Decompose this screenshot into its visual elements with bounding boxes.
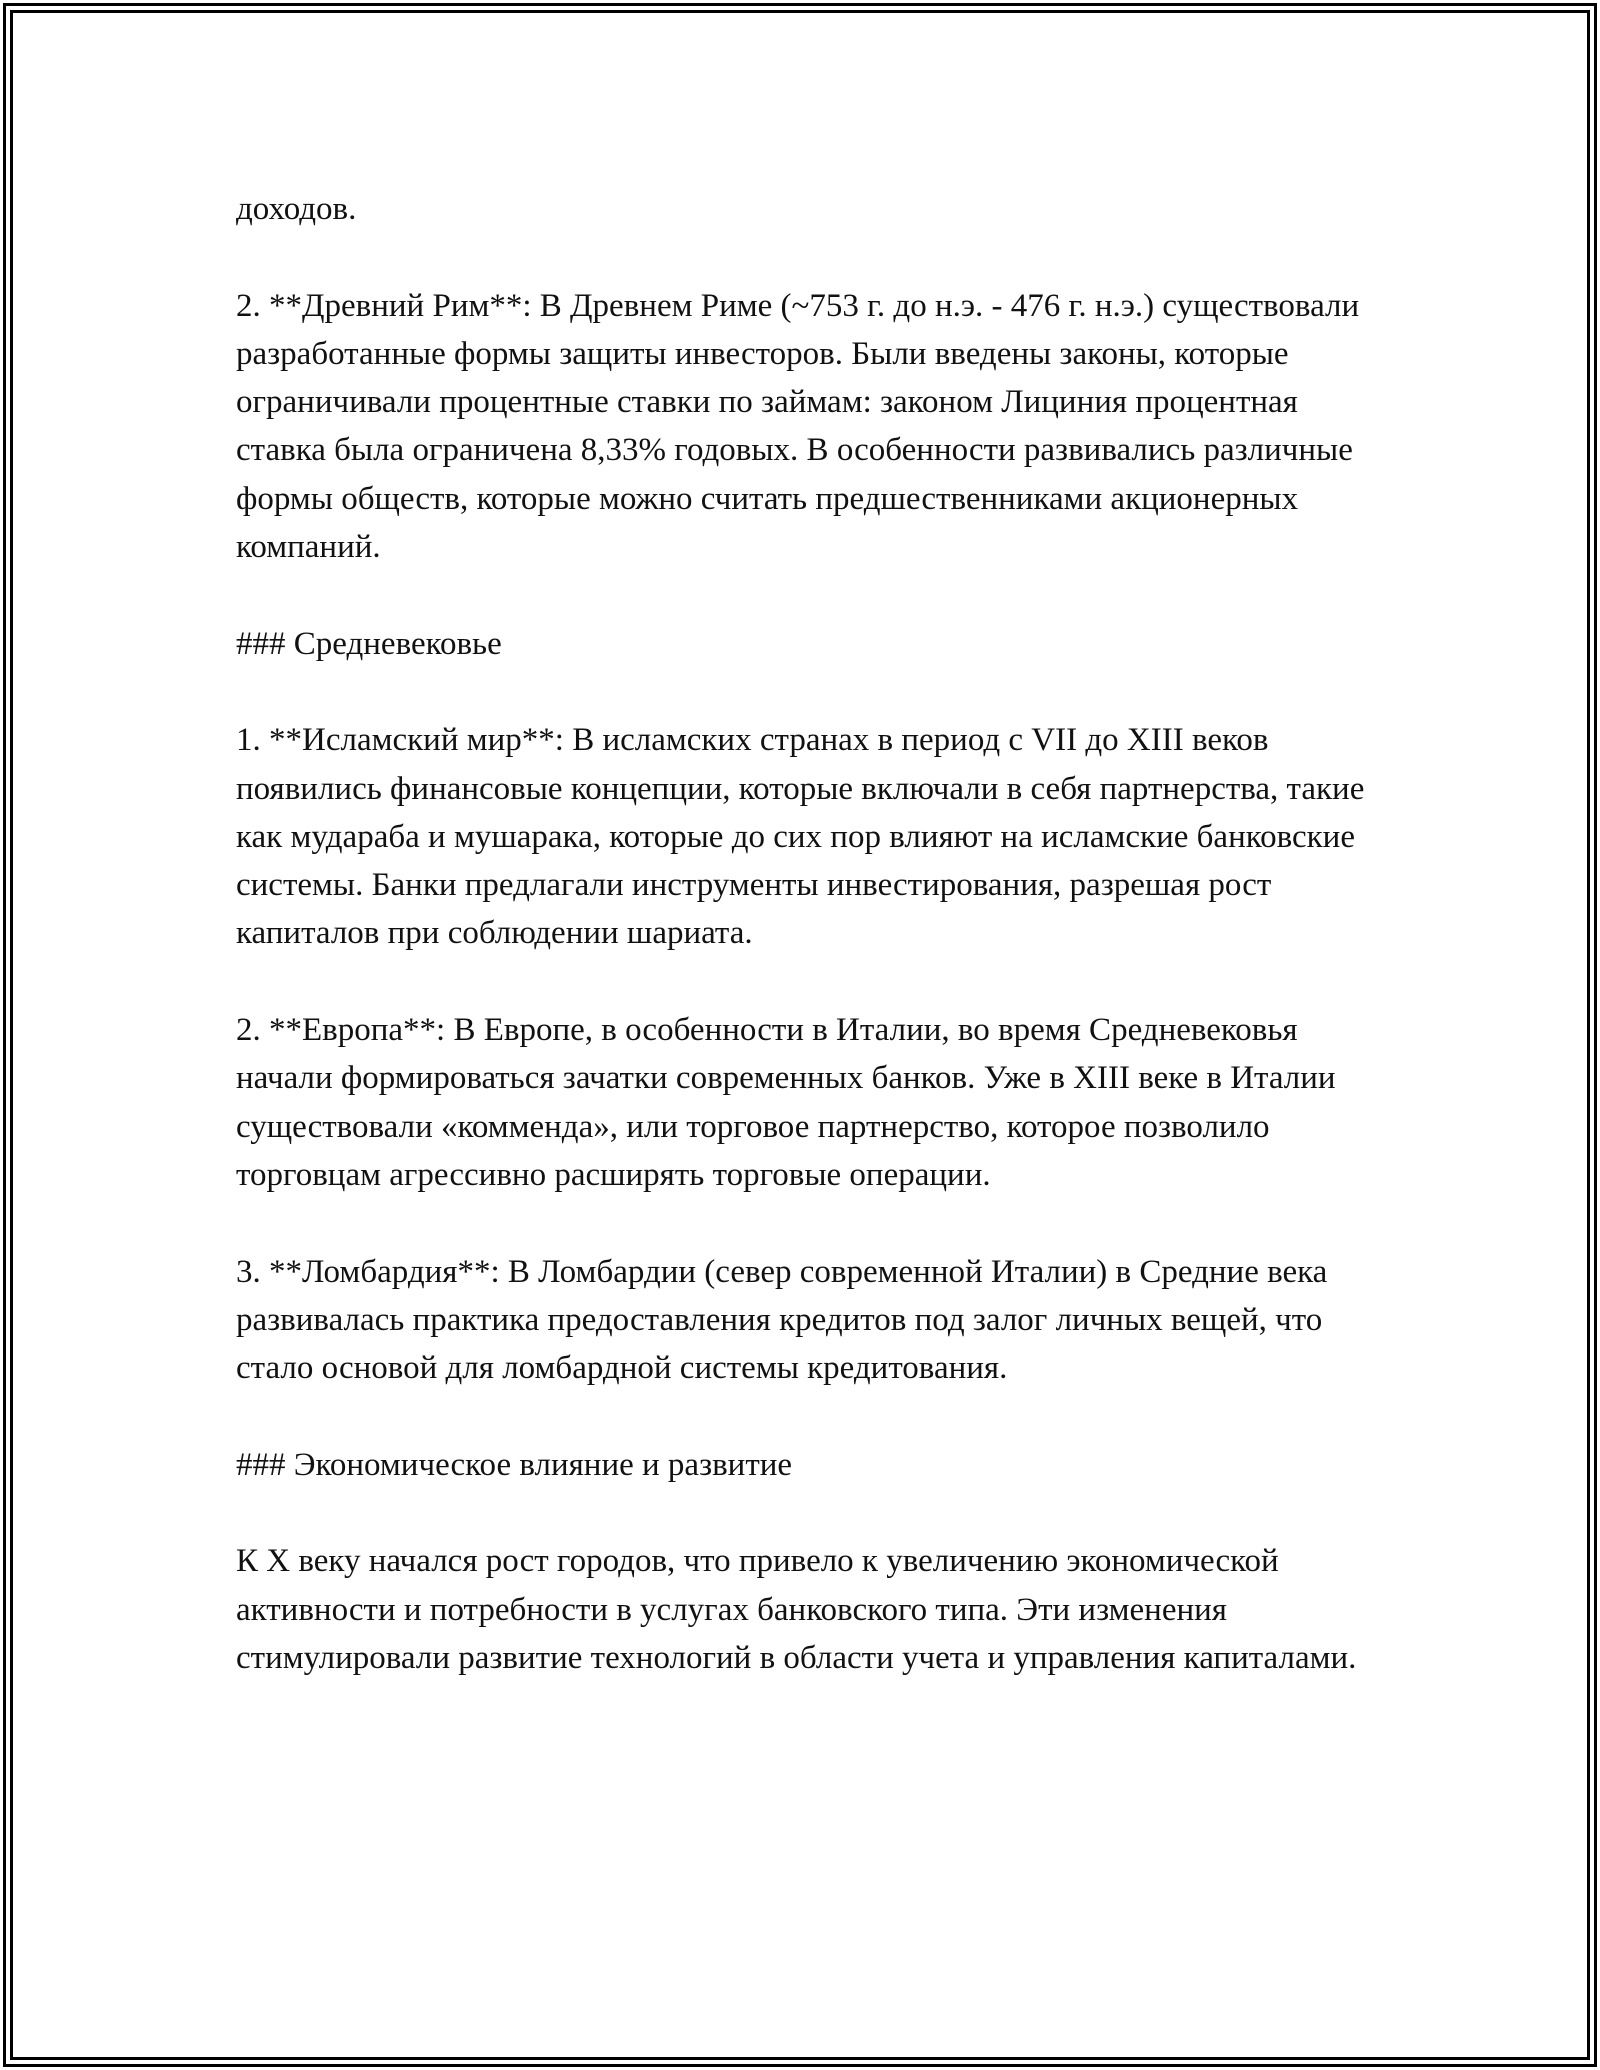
paragraph-city-growth: К X веку начался рост городов, что привело к увеличению экономической активности и потребности в услугах банковского типа. Эти изменения стимулировали развитие технологий в области учета и управления капиталами.	[236, 1543, 1357, 1676]
paragraph-islamic-world: 1. **Исламский мир**: В исламских странах в период с VII до XIII веков появились финансовые концепции, которые включали в себя партнерства, такие как мудараба и мушарака, которые до сих пор влияют на исламские банковские системы. Банки предлагали инструменты инвестирования, разрешая рост капиталов при соблюдении шариата.	[236, 722, 1365, 952]
heading-economic-influence: ### Экономическое влияние и развитие	[236, 1446, 793, 1483]
paragraph-continuation: доходов.	[236, 191, 357, 227]
heading-middle-ages: ### Средневековье	[236, 625, 502, 662]
paragraph-europe: 2. **Европа**: В Европе, в особенности в Италии, во время Средневековья начали формироваться зачатки современных банков. Уже в XIII веке в Италии существовали «комменда», или торговое партнерство, которое позволило торговцам агрессивно расширять торговые операции.	[236, 1012, 1336, 1193]
document-body	[236, 185, 1376, 1682]
paragraph-ancient-rome: 2. **Древний Рим**: В Древнем Риме (~753 г. до н.э. - 476 г. н.э.) существовали разработанные формы защиты инвесторов. Были введены законы, которые ограничивали процентные ставки по займам: законом Лициния процентная ставка была ограничена 8,33% годовых. В особенности развивались различные формы обществ, которые можно считать предшественниками акционерных компаний.	[236, 287, 1360, 566]
paragraph-lombardy: 3. **Ломбардия**: В Ломбардии (север современной Италии) в Средние века развивалась практика предоставления кредитов под залог личных вещей, что стало основой для ломбардной системы кредитования.	[236, 1253, 1328, 1387]
